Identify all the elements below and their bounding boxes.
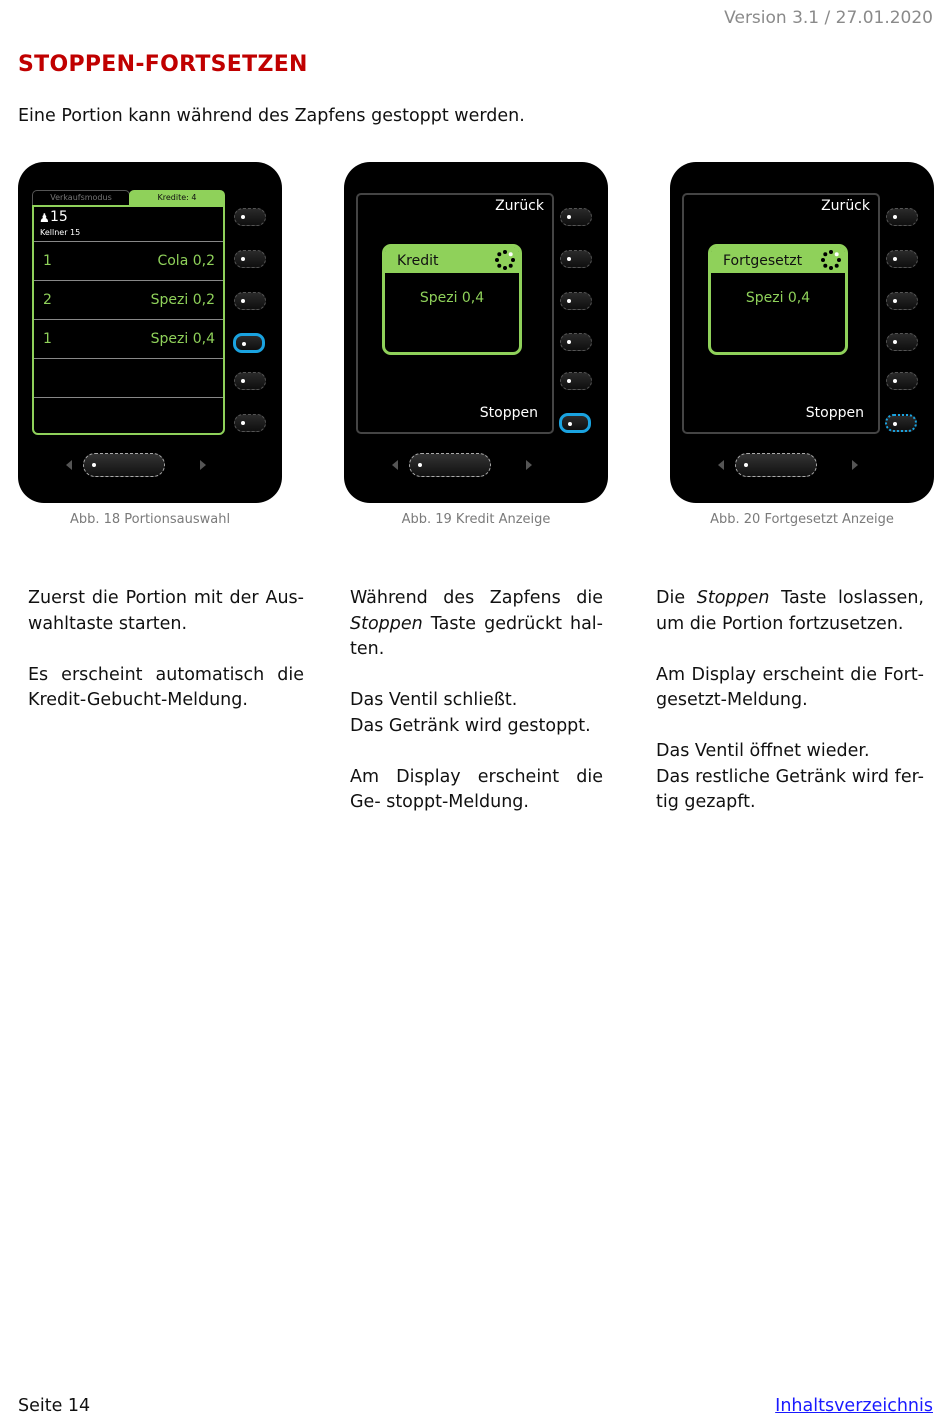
intro-text: Eine Portion kann während des Zapfens gestoppt werden. — [18, 106, 525, 126]
text-column-2 — [350, 586, 603, 841]
popup-header — [385, 247, 519, 273]
page-title: STOPPEN-FORTSETZEN — [18, 52, 308, 77]
figure-caption: Abb. 20 Fortgesetzt Anzeige — [710, 512, 894, 527]
kellner-label: Kellner 15 — [40, 228, 81, 237]
device-kredit-anzeige — [344, 162, 608, 503]
emphasis: Stoppen — [350, 613, 423, 634]
side-key-3[interactable] — [234, 292, 266, 310]
back-label: Zurück — [495, 198, 544, 214]
side-key-1[interactable] — [886, 208, 918, 226]
popup-product: Spezi 0,4 — [419, 290, 485, 306]
device-screen — [32, 190, 224, 433]
paragraph: Am Display erscheint die Ge- stoppt-Meldung. — [350, 766, 603, 812]
arrow-right-icon[interactable] — [200, 460, 206, 470]
paragraph: Es erscheint automatisch die Kredit-Gebucht-Meldung. — [28, 664, 304, 710]
select-key[interactable] — [83, 453, 165, 477]
text-column-3 — [656, 586, 924, 841]
side-key-3[interactable] — [886, 292, 918, 310]
device-portionsauswahl — [18, 162, 282, 503]
user-header — [34, 207, 223, 242]
item-qty: 2 — [43, 292, 52, 308]
text-span: Das Ventil öffnet wieder. — [656, 741, 870, 761]
paragraph — [656, 586, 924, 637]
list-item-empty — [34, 359, 223, 398]
figure-caption: Abb. 18 Portionsauswahl — [69, 512, 231, 527]
text-span: Das Ventil schließt. — [350, 690, 518, 710]
text-column-1 — [28, 586, 304, 739]
nav-control — [392, 453, 532, 477]
nav-control — [66, 453, 206, 477]
list-item[interactable] — [34, 320, 223, 359]
list-item[interactable] — [34, 281, 223, 320]
emphasis: Stoppen — [696, 588, 770, 608]
paragraph: Zuerst die Portion mit der Aus- wahltaste starten. — [28, 588, 304, 634]
version-label: Version 3.1 / 27.01.2020 — [724, 8, 933, 28]
side-key-4[interactable] — [560, 333, 592, 351]
arrow-left-icon[interactable] — [66, 460, 72, 470]
text-span: Taste loslassen, um die Portion fortzusetzen. — [656, 588, 924, 634]
text-span: Das restliche Getränk wird fer- tig gezapft. — [656, 766, 924, 812]
side-key-5[interactable] — [234, 372, 266, 390]
tab-kredite[interactable]: Kredite: 4 — [129, 190, 225, 205]
item-qty: 1 — [43, 253, 52, 269]
item-product: Spezi 0,2 — [150, 292, 215, 308]
arrow-left-icon[interactable] — [392, 460, 398, 470]
fortgesetzt-popup — [708, 244, 848, 355]
select-key[interactable] — [409, 453, 491, 477]
side-key-6[interactable] — [234, 414, 266, 432]
device-screen — [356, 193, 554, 434]
portion-list — [32, 205, 225, 435]
select-key[interactable] — [735, 453, 817, 477]
page-number: Seite 14 — [18, 1396, 91, 1416]
toc-link[interactable]: Inhaltsverzeichnis — [775, 1396, 933, 1416]
figure-caption: Abb. 19 Kredit Anzeige — [401, 512, 551, 527]
popup-product: Spezi 0,4 — [745, 290, 811, 306]
side-key-4[interactable] — [886, 333, 918, 351]
item-product: Spezi 0,4 — [150, 331, 215, 347]
device-screen — [682, 193, 880, 434]
item-product: Cola 0,2 — [157, 253, 215, 269]
side-key-5[interactable] — [886, 372, 918, 390]
side-key-4-active[interactable] — [233, 333, 265, 353]
spinner-icon — [820, 249, 842, 271]
text-span: Taste gedrückt hal- ten. — [350, 613, 603, 659]
item-qty: 1 — [43, 331, 52, 347]
user-number: 15 — [50, 209, 68, 225]
nav-control — [718, 453, 858, 477]
person-icon: ♟ — [39, 211, 50, 225]
text-span: Die — [656, 588, 686, 608]
side-key-1[interactable] — [560, 208, 592, 226]
stop-key-released[interactable] — [885, 414, 917, 432]
back-label: Zurück — [821, 198, 870, 214]
popup-title: Kredit — [397, 253, 439, 269]
text-span: Das Getränk wird gestoppt. — [350, 715, 591, 736]
side-key-5[interactable] — [560, 372, 592, 390]
spinner-icon — [494, 249, 516, 271]
side-key-2[interactable] — [234, 250, 266, 268]
mode-tabs — [32, 190, 224, 206]
side-key-3[interactable] — [560, 292, 592, 310]
arrow-right-icon[interactable] — [526, 460, 532, 470]
stop-key-active[interactable] — [559, 413, 591, 433]
text-span: Während des Zapfens die — [350, 588, 603, 608]
popup-header — [711, 247, 845, 273]
stop-label: Stoppen — [805, 405, 864, 421]
tab-verkaufsmodus[interactable]: Verkaufsmodus — [32, 190, 130, 205]
paragraph — [350, 586, 603, 663]
paragraph — [350, 688, 603, 739]
arrow-right-icon[interactable] — [852, 460, 858, 470]
popup-title: Fortgesetzt — [723, 253, 803, 269]
side-key-2[interactable] — [886, 250, 918, 268]
paragraph — [656, 739, 924, 816]
side-key-2[interactable] — [560, 250, 592, 268]
kredit-popup — [382, 244, 522, 355]
arrow-left-icon[interactable] — [718, 460, 724, 470]
list-item[interactable] — [34, 242, 223, 281]
stop-label: Stoppen — [479, 405, 538, 421]
side-key-1[interactable] — [234, 208, 266, 226]
paragraph: Am Display erscheint die Fort- gesetzt-Meldung. — [656, 664, 924, 710]
device-fortgesetzt-anzeige — [670, 162, 934, 503]
